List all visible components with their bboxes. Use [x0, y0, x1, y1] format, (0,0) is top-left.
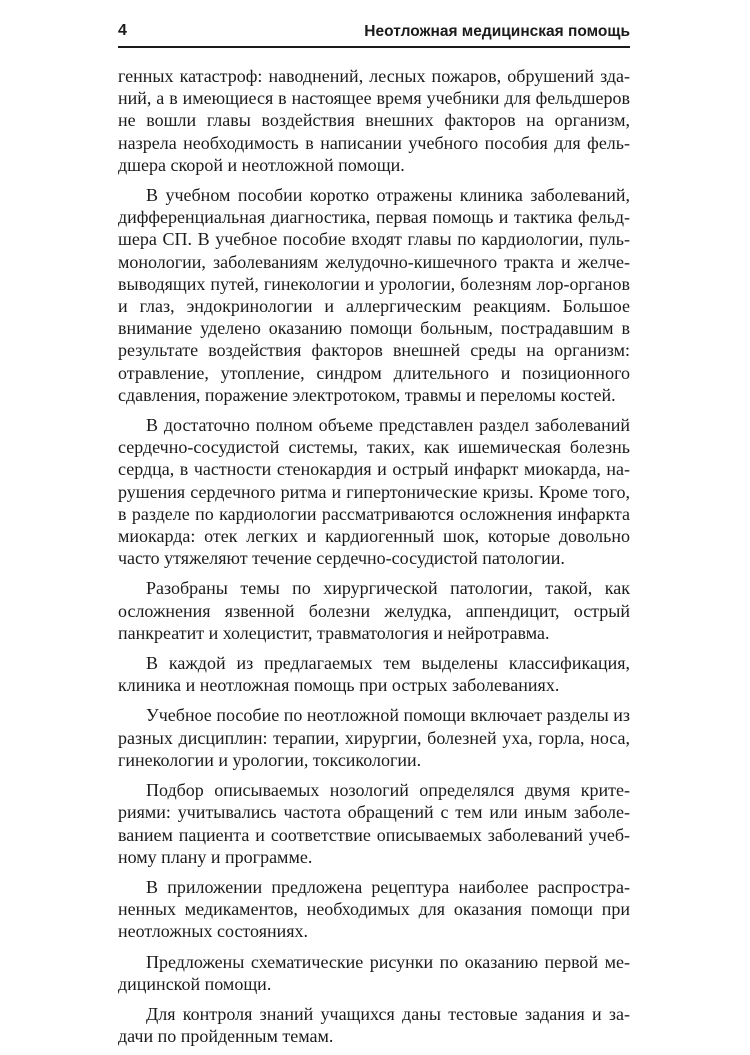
- text-body: [118, 65, 630, 1055]
- paragraph: В учебном пособии коротко отражены клиника заболеваний, дифференциальная диагностика, первая помощь и тактика фельдшера СП. В учебное пособие входят главы по кардиологии, пульмонологии, заболеваниям желудочно-кишечного тракта и желчевыводящих путей, гинекологии и урологии, болезням лор-органов и глаз, эндокринологии и аллергическим реакциям. Большое внимание уделено оказанию помощи больным, пострадавшим в результате воздействия факторов внешней среды на организм: отравление, утопление, синдром длительного и позиционного сдавления, поражение электротоком, травмы и переломы костей.: [118, 185, 630, 405]
- paragraph: Для контроля знаний учащихся даны тестовые задания и задачи по пройденным темам.: [118, 1003, 630, 1047]
- paragraph: В достаточно полном объеме представлен раздел заболеваний сердечно-сосудистой системы, таких, как ишемическая болезнь сердца, в частности стенокардия и острый инфаркт миокарда, нарушения сердечного ритма и гипертонические кризы. Кроме того, в разделе по кардиологии рассматриваются осложнения инфаркта миокарда: отек легких и кардиогенный шок, которые довольно часто утяжеляют течение сердечно-сосудистой патологии.: [118, 415, 630, 569]
- page-number: 4: [118, 22, 127, 39]
- paragraph: Учебное пособие по неотложной помощи включает разделы из разных дисциплин: терапии, хирургии, болезней уха, горла, носа, гинекологии и урологии, токсикологии.: [118, 705, 630, 770]
- page-header: [118, 18, 630, 48]
- paragraph-continued: генных катастроф: наводнений, лесных пожаров, обрушений зданий, а в имеющиеся в настоящее время учебники для фельдшеров не вошли главы воздействия внешних факторов на организм, назрела необходимость в написании учебного пособия для фельдшера скорой и неотложной помощи.: [118, 66, 630, 175]
- paragraph: Разобраны темы по хирургической патологии, такой, как осложнения язвенной болезни желудка, аппендицит, острый панкреатит и холецистит, травматология и нейротравма.: [118, 578, 630, 643]
- paragraph: Предложены схематические рисунки по оказанию первой медицинской помощи.: [118, 951, 630, 994]
- running-title: Неотложная медицинская помощь: [364, 23, 630, 40]
- paragraph: В каждой из предлагаемых тем выделены классификация, клиника и неотложная помощь при острых заболеваниях.: [118, 653, 630, 696]
- paragraph: Подбор описываемых нозологий определялся двумя критериями: учитывались частота обращений с тем или иным заболеванием пациента и соответствие описываемых заболеваний учебному плану и программе.: [118, 780, 630, 867]
- paragraph: В приложении предложена рецептура наиболее распространенных медикаментов, необходимых для оказания помощи при неотложных состояниях.: [118, 876, 630, 942]
